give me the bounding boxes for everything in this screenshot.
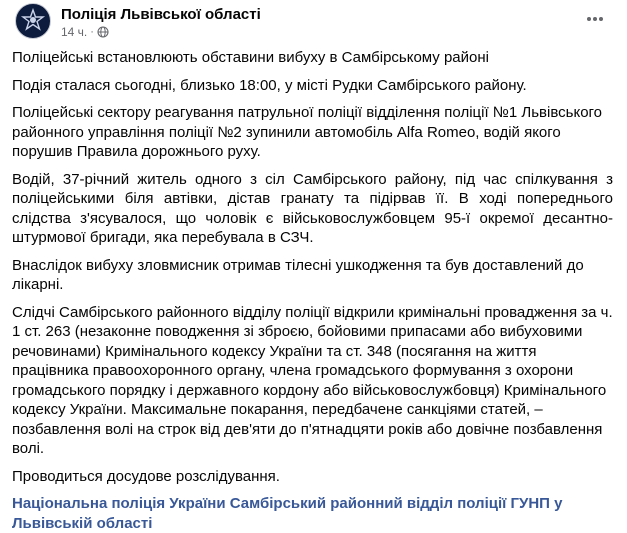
- more-horizontal-icon: [586, 16, 604, 22]
- tagged-pages-link[interactable]: Національна поліція України Самбірський районний відділ поліції ГУНП у Львівській області: [12, 495, 563, 532]
- globe-icon[interactable]: [97, 26, 109, 38]
- post-body: [12, 48, 613, 533]
- post-paragraph: Поліцейські сектору реагування патрульної поліції відділення поліції №1 Львівського районного управління поліції №2 зупинили автомобіль Alfa Romeo, водій якого порушив Правила дорожнього руху.: [12, 104, 603, 160]
- page-avatar[interactable]: [15, 3, 51, 39]
- more-options-button[interactable]: [583, 8, 607, 30]
- page-name-link[interactable]: Поліція Львівської області: [61, 6, 261, 23]
- post-paragraph: Подія сталася сьогодні, близько 18:00, у місті Рудки Самбірського району.: [12, 76, 527, 94]
- post-paragraph-title: Поліцейські встановлюють обставини вибуху в Самбірському районі: [12, 49, 489, 66]
- post-meta: [61, 25, 109, 39]
- post-paragraph: Проводиться досудове розслідування.: [12, 467, 280, 485]
- police-badge-icon: [20, 8, 46, 34]
- meta-separator: ·: [90, 26, 94, 38]
- post-paragraph: Водій, 37-річний житель одного з сіл Самбірського району, під час спілкування з поліцейськими біля автівки, дістав гранату та підірвав її. В ході попереднього слідства з'ясувалося, що чоловік є військовослужбовцем 95-ї окремої десантно-штурмової бригади, яка перебувала в СЗЧ.: [12, 170, 613, 246]
- post-timestamp[interactable]: 14 ч.: [61, 25, 88, 39]
- post-header: [12, 0, 613, 44]
- post-paragraph: Внаслідок вибуху зловмисник отримав тілесні ушкодження та був доставлений до лікарні.: [12, 256, 584, 293]
- post-paragraph: Слідчі Самбірського районного відділу поліції відкрили кримінальні провадження за ч. 1 ст. 263 (незаконне поводження зі зброєю, бойовими припасами або вибуховими речовинами) Кримінального кодексу України та ст. 348 (посягання на життя працівника правоохоронного органу, члена громадського формування з охорони громадського порядку і державного кордону або військовослужбовця) Кримінального кодексу України. Максимальне покарання, передбачене санкціями статей, – позбавлення волі на строк від дев'яти до п'ятнадцяти років або довічне позбавлення волі.: [12, 303, 613, 457]
